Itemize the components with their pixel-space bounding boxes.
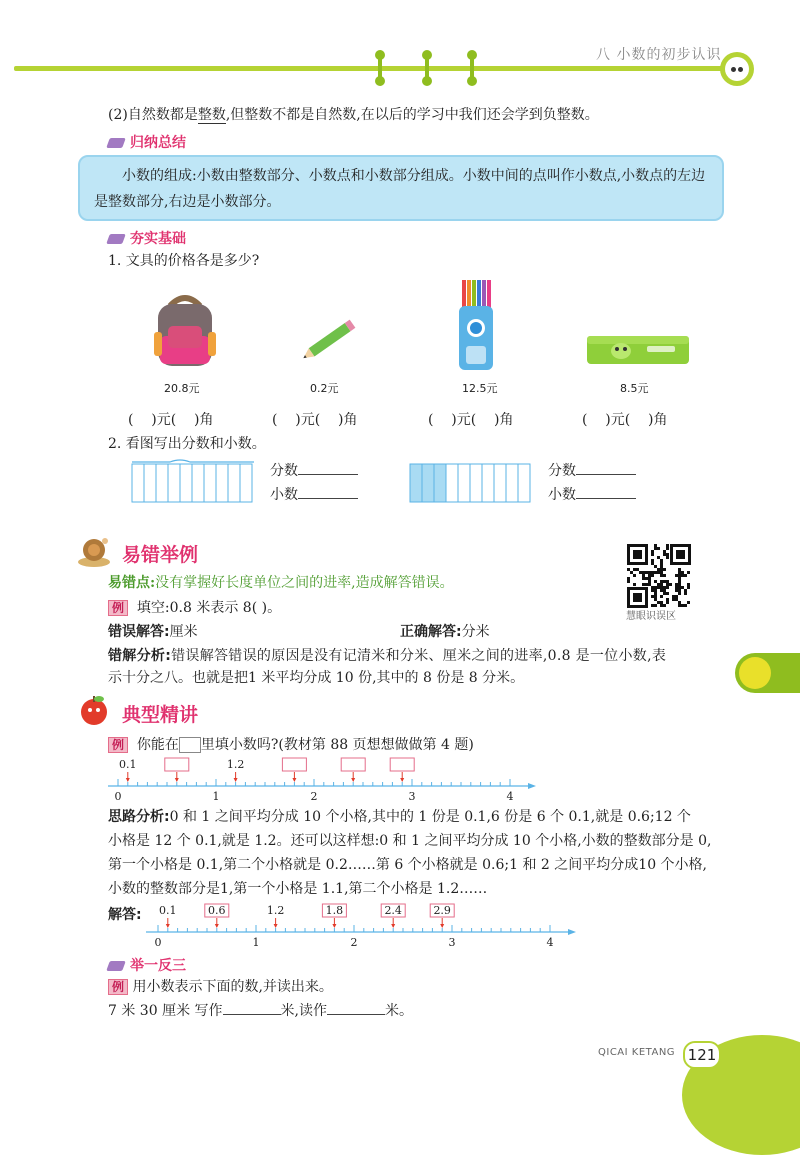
grid-cell <box>192 464 204 502</box>
blank-row-3: ( )元( )角 <box>428 412 514 428</box>
pointer-arrow <box>234 778 238 782</box>
qr-code-image <box>626 543 692 609</box>
point-label: 1.2 <box>266 904 285 917</box>
pointer-arrow <box>126 778 130 782</box>
tick-label: 2 <box>350 936 358 948</box>
grid-cell <box>132 464 144 502</box>
qr-module <box>660 565 663 568</box>
qr-module <box>636 568 639 571</box>
qr-caption: 慧眼识误区 <box>626 611 676 622</box>
qr-module <box>654 547 657 550</box>
intro-line: (2)自然数都是整数,但整数不都是自然数,在以后的学习中我们还会学到负整数。 <box>108 107 599 123</box>
grid-cell <box>506 464 518 502</box>
tick-label: 2 <box>310 790 318 802</box>
blank-box <box>179 737 201 753</box>
point-label: 0.6 <box>208 904 226 917</box>
tick-label: 4 <box>546 936 554 948</box>
extend-question: 7 米 30 厘米 写作 米,读作 米。 <box>108 1003 413 1019</box>
mistake-example: 例 填空:0.8 米表示 8( )。 <box>108 597 281 619</box>
qr-module <box>678 586 681 589</box>
pointer-arrow <box>166 924 170 928</box>
answer-blank[interactable] <box>576 498 636 499</box>
point-label: 2.4 <box>384 904 402 917</box>
example-badge: 例 <box>108 979 128 995</box>
example-badge: 例 <box>108 737 128 753</box>
snail-mascot-icon <box>76 534 112 568</box>
qr-module <box>651 595 654 598</box>
answer-blank[interactable] <box>223 1014 281 1015</box>
qr-module <box>627 568 630 571</box>
qr-module <box>663 568 666 571</box>
qr-module <box>645 571 648 574</box>
price-1: 20.8元 <box>164 382 200 395</box>
answer-box <box>282 758 306 771</box>
qr-module <box>648 583 651 586</box>
qr-module <box>666 556 669 559</box>
summary-tag: 归纳总结 <box>108 132 186 152</box>
qr-module <box>678 577 681 580</box>
binder-ring-icon <box>422 50 432 84</box>
wrong-answer: 错误解答:厘米 <box>108 624 198 640</box>
qr-module <box>663 550 666 553</box>
tick-label: 1 <box>252 936 260 948</box>
qr-module <box>678 568 681 571</box>
qr-module <box>663 589 666 592</box>
typical-analysis-3: 第一个小格是 0.1,第二个小格就是 0.2……第 6 个小格就是 0.6;1 和 2 之间平均分成10 个小格, <box>108 857 707 873</box>
qr-module <box>660 589 663 592</box>
qr-module <box>678 589 681 592</box>
qr-module <box>675 583 678 586</box>
typical-question: 例 你能在 里填小数吗?(教材第 88 页想想做做第 4 题) <box>108 734 474 756</box>
mistake-point: 易错点:没有掌握好长度单位之间的进率,造成解答错误。 <box>108 575 454 591</box>
pencil-box-image <box>585 330 691 366</box>
qr-module <box>681 571 684 574</box>
qr-module <box>651 604 654 607</box>
qr-module <box>663 553 666 556</box>
pointer-arrow <box>440 924 444 928</box>
qr-module <box>678 604 681 607</box>
grid-cell <box>410 464 422 502</box>
qr-module <box>666 580 669 583</box>
qr-finder <box>633 550 642 559</box>
qr-module <box>633 574 636 577</box>
pointer-arrow <box>292 778 296 782</box>
qr-module <box>651 589 654 592</box>
pointer-arrow <box>274 924 278 928</box>
tick-label: 0 <box>114 790 122 802</box>
grid-cell <box>470 464 482 502</box>
qr-module <box>660 601 663 604</box>
header-rule <box>14 66 732 71</box>
tag-icon <box>106 961 126 971</box>
side-tab <box>735 653 800 693</box>
extend-instruction: 例 用小数表示下面的数,并读出来。 <box>108 976 333 998</box>
qr-module <box>687 571 690 574</box>
qr-module <box>660 580 663 583</box>
blank-row-2: ( )元( )角 <box>272 412 358 428</box>
grid-cell <box>422 464 434 502</box>
qr-module <box>657 556 660 559</box>
qr-module <box>642 574 645 577</box>
right-answer: 正确解答:分米 <box>400 624 490 640</box>
qr-module <box>663 574 666 577</box>
qr-module <box>660 583 663 586</box>
qr-module <box>678 592 681 595</box>
answer-blank[interactable] <box>298 474 358 475</box>
qr-module <box>684 592 687 595</box>
pencil-image <box>296 316 366 364</box>
qr-module <box>675 589 678 592</box>
mascot-icon <box>720 52 754 86</box>
summary-text: 小数的组成:小数由整数部分、小数点和小数部分组成。小数中间的点叫作小数点,小数点的左边是整数部分,右边是小数部分。 <box>94 168 706 210</box>
qr-module <box>642 583 645 586</box>
qr-module <box>633 568 636 571</box>
blank-row-4: ( )元( )角 <box>582 412 668 428</box>
qr-module <box>678 571 681 574</box>
pointer-arrow <box>351 778 355 782</box>
qr-module <box>651 559 654 562</box>
qr-module <box>648 577 651 580</box>
tick-label: 3 <box>408 790 416 802</box>
pointer-arrow <box>175 778 179 782</box>
qr-module <box>666 586 669 589</box>
qr-module <box>672 595 675 598</box>
qr-module <box>684 604 687 607</box>
qr-module <box>654 595 657 598</box>
pointer-arrow <box>400 778 404 782</box>
binder-ring-icon <box>375 50 385 84</box>
question-2: 2. 看图写出分数和小数。 <box>108 436 266 452</box>
point-label: 1.2 <box>226 758 245 771</box>
point-label: 2.9 <box>433 904 451 917</box>
extend-tag: 举一反三 <box>108 955 186 975</box>
qr-module <box>681 574 684 577</box>
qr-module <box>660 568 663 571</box>
qr-module <box>681 604 684 607</box>
qr-module <box>645 583 648 586</box>
qr-module <box>654 571 657 574</box>
qr-module <box>627 580 630 583</box>
qr-module <box>675 574 678 577</box>
keyword-integer: 整数 <box>197 107 226 123</box>
blank-row-1: ( )元( )角 <box>128 412 214 428</box>
binder-ring-icon <box>467 50 477 84</box>
point-label: 1.8 <box>325 904 344 917</box>
answer-box <box>165 758 189 771</box>
pointer-arrow <box>215 924 219 928</box>
question-1: 1. 文具的价格各是多少? <box>108 253 260 269</box>
qr-module <box>657 601 660 604</box>
qr-module <box>651 553 654 556</box>
typical-analysis-2: 小格是 12 个 0.1,就是 1.2。还可以这样想:0 和 1 之间平均分成 10 个小格,小数的整数部分是 0, <box>108 833 712 849</box>
qr-module <box>663 586 666 589</box>
qr-module <box>660 562 663 565</box>
decimal-row-2: 小数 <box>548 484 636 506</box>
point-label: 0.1 <box>119 758 137 771</box>
qr-module <box>663 580 666 583</box>
answer-box <box>390 758 414 771</box>
tag-icon <box>106 138 126 148</box>
qr-module <box>651 574 654 577</box>
qr-module <box>666 547 669 550</box>
fraction-row-1: 分数 <box>270 460 358 482</box>
qr-module <box>642 577 645 580</box>
qr-module <box>642 571 645 574</box>
answer-blank[interactable] <box>576 474 636 475</box>
qr-module <box>687 586 690 589</box>
analysis-line-1: 错解分析:错误解答错误的原因是没有记清米和分米、厘米之间的进率,0.8 是一位小数,表 <box>108 648 667 664</box>
frog-mascot-icon <box>739 657 771 689</box>
answer-blank[interactable] <box>327 1014 385 1015</box>
qr-module <box>666 544 669 547</box>
number-line-question <box>108 756 538 802</box>
axis-arrow <box>568 929 576 935</box>
tick-label: 0 <box>154 936 162 948</box>
qr-module <box>663 604 666 607</box>
qr-module <box>684 574 687 577</box>
qr-module <box>666 583 669 586</box>
grid-cell <box>482 464 494 502</box>
mistakes-title: 易错举例 <box>122 544 199 566</box>
qr-module <box>666 598 669 601</box>
typical-analysis-4: 小数的整数部分是1,第一个小格是 1.1,第二个小格是 1.2…… <box>108 881 488 897</box>
qr-module <box>666 553 669 556</box>
qr-module <box>654 592 657 595</box>
grid-cell <box>518 464 530 502</box>
qr-module <box>657 586 660 589</box>
grid-cell <box>180 464 192 502</box>
answer-blank[interactable] <box>298 498 358 499</box>
decimal-row-1: 小数 <box>270 484 358 506</box>
qr-module <box>627 577 630 580</box>
qr-module <box>657 571 660 574</box>
qr-module <box>678 583 681 586</box>
grid-cell <box>204 464 216 502</box>
number-line-answer <box>146 900 576 948</box>
qr-finder <box>633 593 642 602</box>
price-2: 0.2元 <box>310 382 339 395</box>
qr-module <box>681 586 684 589</box>
qr-module <box>651 571 654 574</box>
page-number: 121 <box>683 1041 721 1069</box>
qr-module <box>660 574 663 577</box>
qr-module <box>657 568 660 571</box>
qr-module <box>669 583 672 586</box>
axis-arrow <box>528 783 536 789</box>
qr-module <box>660 571 663 574</box>
qr-module <box>648 574 651 577</box>
tag-icon <box>106 234 126 244</box>
tick-label: 4 <box>506 790 514 802</box>
pointer-arrow <box>391 924 395 928</box>
qr-module <box>687 583 690 586</box>
qr-module <box>654 598 657 601</box>
fraction-row-2: 分数 <box>548 460 636 482</box>
grid-cell <box>228 464 240 502</box>
price-4: 8.5元 <box>620 382 649 395</box>
grid-cell <box>156 464 168 502</box>
price-3: 12.5元 <box>462 382 498 395</box>
pointer-arrow <box>332 924 336 928</box>
qr-module <box>639 571 642 574</box>
grid-cell <box>458 464 470 502</box>
qr-module <box>660 604 663 607</box>
qr-module <box>660 595 663 598</box>
typical-analysis-1: 思路分析:0 和 1 之间平均分成 10 个小格,其中的 1 份是 0.1,6 份是 6 个 0.1,就是 0.6;12 个 <box>108 809 691 825</box>
qr-module <box>684 589 687 592</box>
qr-module <box>651 586 654 589</box>
qr-module <box>654 604 657 607</box>
qr-module <box>675 595 678 598</box>
backpack-image <box>150 292 220 370</box>
qr-module <box>666 601 669 604</box>
qr-module <box>654 589 657 592</box>
qr-module <box>654 586 657 589</box>
qr-module <box>648 580 651 583</box>
typical-title: 典型精讲 <box>122 704 199 726</box>
qr-module <box>645 577 648 580</box>
qr-finder <box>676 550 685 559</box>
qr-module <box>648 571 651 574</box>
qr-module <box>675 586 678 589</box>
grid-cell <box>216 464 228 502</box>
markers-image <box>456 278 496 374</box>
qr-module <box>657 583 660 586</box>
qr-module <box>678 574 681 577</box>
qr-module <box>660 586 663 589</box>
qr-module <box>651 550 654 553</box>
tick-label: 1 <box>212 790 220 802</box>
qr-module <box>678 580 681 583</box>
answer-label: 解答: <box>108 907 142 923</box>
grid-cell <box>434 464 446 502</box>
point-label: 0.1 <box>159 904 177 917</box>
chapter-title: 八 小数的初步认识 <box>596 47 722 63</box>
example-badge: 例 <box>108 600 128 616</box>
answer-box <box>341 758 365 771</box>
qr-module <box>633 583 636 586</box>
qr-module <box>630 571 633 574</box>
qr-module <box>654 580 657 583</box>
qr-module <box>675 598 678 601</box>
fraction-figure-1 <box>130 458 256 504</box>
practice-tag: 夯实基础 <box>108 228 186 248</box>
qr-module <box>651 562 654 565</box>
grid-cell <box>144 464 156 502</box>
qr-module <box>657 547 660 550</box>
qr-module <box>666 592 669 595</box>
apple-mascot-icon <box>76 694 112 728</box>
grid-cell <box>168 464 180 502</box>
summary-box <box>78 155 724 221</box>
analysis-line-2: 示十分之八。也就是把1 米平均分成 10 份,其中的 8 份是 8 分米。 <box>108 670 525 686</box>
brand-text: QICAI KETANG <box>598 1047 676 1058</box>
qr-module <box>678 601 681 604</box>
tick-label: 3 <box>448 936 456 948</box>
grid-cell <box>494 464 506 502</box>
qr-module <box>672 598 675 601</box>
qr-module <box>654 544 657 547</box>
qr-module <box>654 565 657 568</box>
qr-module <box>660 559 663 562</box>
grid-cell <box>446 464 458 502</box>
grid-cell <box>240 464 252 502</box>
qr-module <box>663 592 666 595</box>
fraction-figure-2 <box>408 458 534 504</box>
qr-module <box>687 601 690 604</box>
